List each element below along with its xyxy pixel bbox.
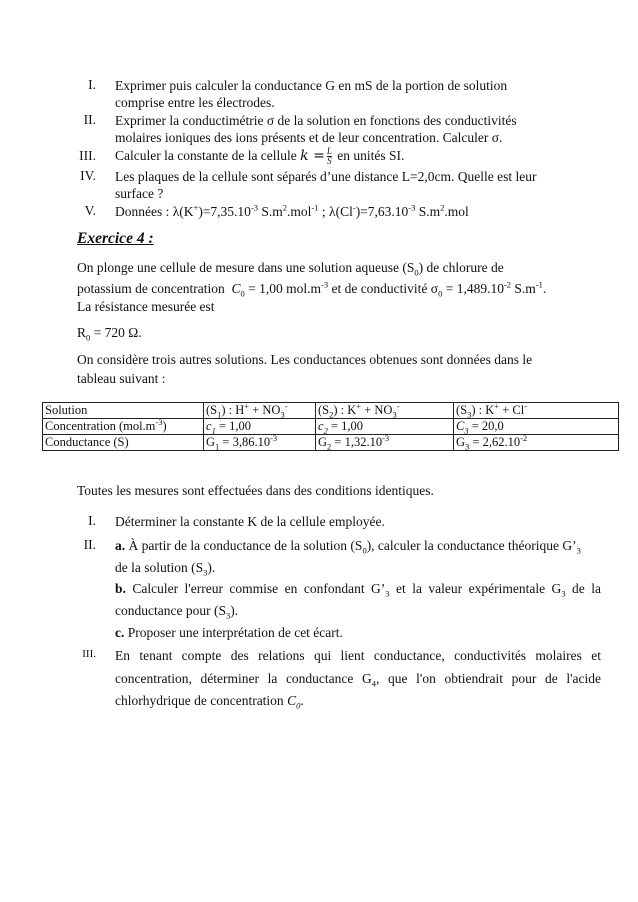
table-cell: Solution (43, 403, 204, 419)
question-text: Les plaques de la cellule sont séparés d’une distance L=2,0cm. Quelle est leur (115, 169, 537, 184)
exercise-heading: Exercice 4 : (77, 230, 154, 247)
question-text: comprise entre les électrodes. (115, 95, 275, 110)
question-text: Exprimer la conductimétrie σ de la solution en fonctions des conductivités (115, 113, 517, 128)
table-row (43, 419, 619, 435)
question-number: IV. (80, 168, 96, 183)
question-text: b. Calculer l'erreur commise en confondant $G’_3$ et la valeur expérimentale $G_3$ de la (115, 581, 601, 599)
after-table-text: Toutes les mesures sont effectuées dans des conditions identiques. (77, 483, 434, 498)
question-number: I. (88, 513, 96, 528)
table-cell: Conductance (S) (43, 435, 204, 451)
question-text: Déterminer la constante K de la cellule employée. (115, 514, 385, 529)
question-number: I. (88, 77, 96, 92)
resistance-value: $R_0 = 720$ Ω. (77, 325, 142, 343)
intro-line-3: La résistance mesurée est (77, 299, 215, 314)
intro-line-2: potassium de concentration $C_0 = 1,00$ $mol.m^{-3}$ et de conductivité $\sigma_0 = 1,489.10^{-2}$ $S.m^{-1}$. (77, 279, 547, 299)
fraction-numerator: L (326, 146, 332, 157)
fraction-L-over-S (327, 147, 332, 166)
question-number: III. (79, 148, 96, 163)
table-cell: $G_1 = 3,86.10^{-3}$ (204, 435, 316, 451)
table-cell: $c_1 = 1,00$ (204, 419, 316, 435)
question-text: molaires ioniques des ions présents et de leur concentration. Calculer σ. (115, 130, 503, 145)
question-text: conductance pour $(S_3)$. (115, 603, 239, 621)
table-cell: $(S_3)$ : K+ + Cl- (454, 403, 619, 419)
table-cell: $(S_2)$ : $K^+ + NO_3^-$ (316, 403, 454, 419)
question-number: III. (82, 648, 96, 660)
question-text (115, 145, 404, 167)
question-text: c. Proposer une interprétation de cet écart. (115, 625, 343, 640)
question-number: II. (83, 537, 96, 552)
question-text: a. À partir de la conductance de la solution $(S_0)$, calculer la conductance théorique $G’_3$ (115, 538, 581, 556)
paragraph-2-line-1: On considère trois autres solutions. Les conductances obtenues sont données dans le (77, 352, 533, 367)
table-row (43, 435, 619, 451)
question-number: V. (84, 203, 96, 218)
table-row (43, 403, 619, 419)
conductance-table (42, 402, 619, 451)
table-cell: $G_2 = 1,32.10^{-3}$ (316, 435, 454, 451)
question-text: surface ? (115, 186, 164, 201)
fraction-denominator: S (327, 156, 332, 167)
question-text-pre: Calculer la constante de la cellule (115, 148, 297, 163)
question-text: concentration, déterminer la conductance $G_4$, que l'on obtiendrait pour de l'acide (115, 671, 601, 689)
table-cell: $G_3 = 2,62.10^{-2}$ (454, 435, 619, 451)
question-number: II. (83, 112, 96, 127)
question-text: chlorhydrique de concentration $C_0$. (115, 693, 304, 711)
intro-line-1: On plonge une cellule de mesure dans une solution aqueuse $(S_0)$ de chlorure de (77, 260, 504, 278)
table-cell: Concentration $(mol.m^{-3})$ (43, 419, 204, 435)
table-cell: $(S_1)$ : $H^+ + NO_3^-$ (204, 403, 316, 419)
question-text: En tenant compte des relations qui lient conductance, conductivités molaires et (115, 648, 601, 663)
paragraph-2-line-2: tableau suivant : (77, 371, 166, 386)
table-cell: $c_2 = 1,00$ (316, 419, 454, 435)
table-cell: $C_3 = 20,0$ (454, 419, 619, 435)
question-text-post: en unités SI. (337, 148, 405, 163)
data-line: Données : $\lambda(K^+)=7,35.10^{-3}$ $S.m^2.mol^{-1}$ ; $\lambda(Cl^-)=7,63.10^{-3}$ $S.m^2.mol$ (115, 202, 469, 219)
question-text: Exprimer puis calculer la conductance G en mS de la portion de solution (115, 78, 508, 93)
formula-k: k = (300, 148, 325, 164)
question-text: de la solution $(S_3)$. (115, 560, 216, 578)
